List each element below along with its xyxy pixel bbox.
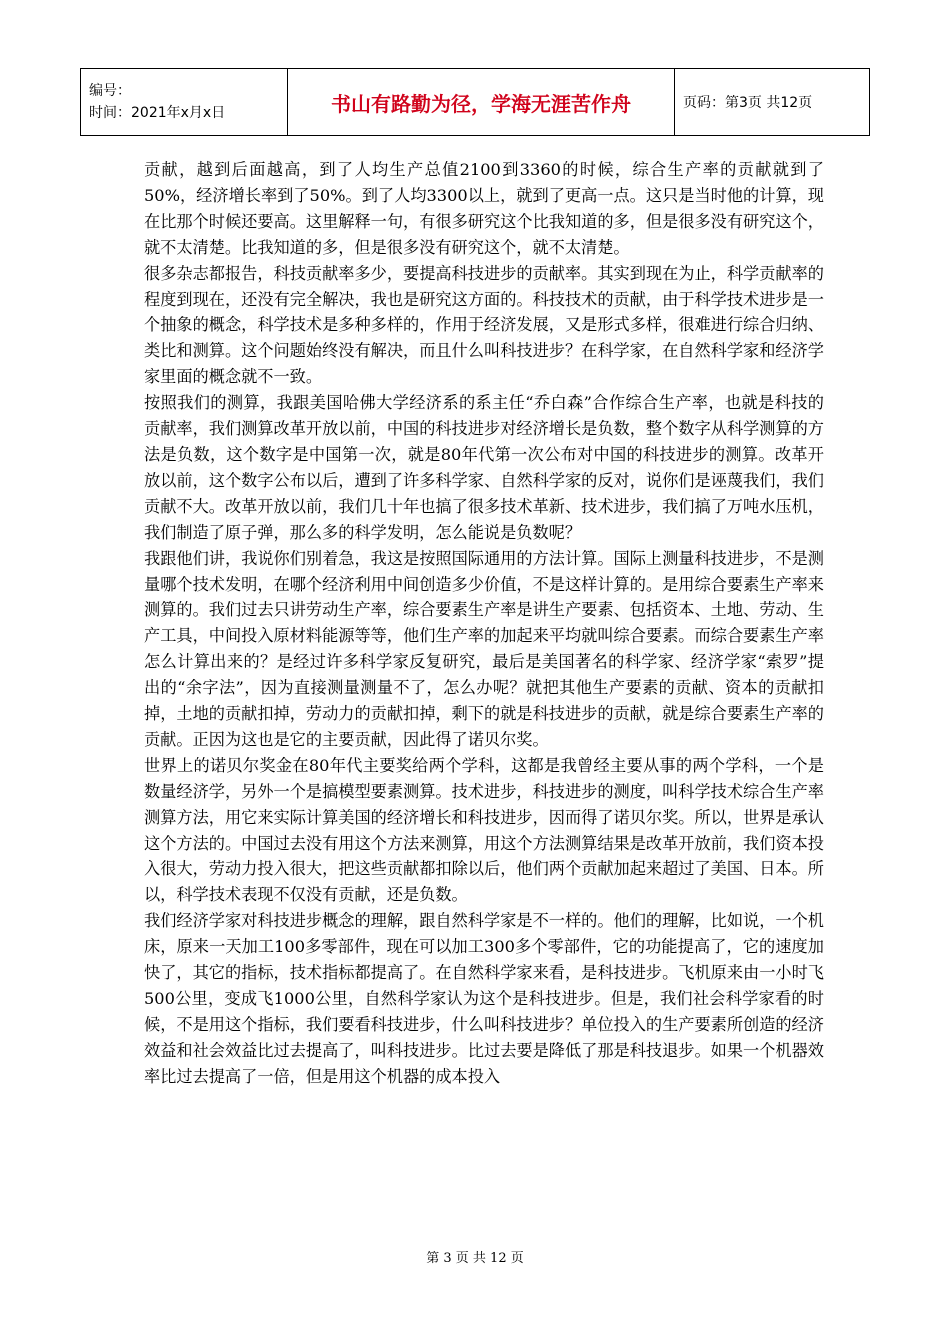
paragraph: 按照我们的测算，我跟美国哈佛大学经济系的系主任“乔白森”合作综合生产率，也就是科技的贡献率，我们测算改革开放以前，中国的科技进步对经济增长是负数，整个数字从科学测算的方法是负数，这个数字是中国第一次，就是80年代第一次公布对中国的科技进步的测算。改革开放以前，这个数字公布以后，遭到了许多科学家、自然科学家的反对，说你们是诬蔑我们，我们贡献不大。改革开放以前，我们几十年也搞了很多技术革新、技术进步，我们搞了万吨水压机，我们制造了原子弹，那么多的科学发明，怎么能说是负数呢？: [144, 393, 824, 542]
paragraph: 我们经济学家对科技进步概念的理解，跟自然科学家是不一样的。他们的理解，比如说，一个机床，原来一天加工100多零部件，现在可以加工300多个零部件，它的功能提高了，它的速度加快了，其它的指标，技术指标都提高了。在自然科学家来看，是科技进步。飞机原来由一小时飞500公里，变成飞1000公里，自然科学家认为这个是科技进步。但是，我们社会科学家看的时候，不是用这个指标，我们要看科技进步，什么叫科技进步？单位投入的生产要素所创造的经济效益和社会效益比过去提高了，叫科技进步。比过去要是降低了那是科技退步。如果一个机器效率比过去提高了一倍，但是用这个机器的成本投入: [144, 911, 824, 1086]
paragraph: 很多杂志都报告，科技贡献率多少，要提高科技进步的贡献率。其实到现在为止，科学贡献率的程度到现在，还没有完全解决，我也是研究这方面的。科技技术的贡献，由于科学技术进步是一个抽象的概念，科学技术是多种多样的，作用于经济发展，又是形式多样，很难进行综合归纳、类比和测算。这个问题始终没有解决，而且什么叫科技进步？在科学家，在自然科学家和经济学家里面的概念就不一致。: [144, 263, 824, 387]
paragraph: 我跟他们讲，我说你们别着急，我这是按照国际通用的方法计算。国际上测量科技进步，不是测量哪个技术发明，在哪个经济利用中间创造多少价值，不是这样计算的。是用综合要素生产率来测算的。我们过去只讲劳动生产率，综合要素生产率是讲生产要素、包括资本、土地、劳动、生产工具，中间投入原材料能源等等，他们生产率的加起来平均就叫综合要素。而综合要素生产率怎么计算出来的？是经过许多科学家反复研究，最后是美国著名的科学家、经济学家“索罗”提出的“余字法”，因为直接测量测量不了，怎么办呢？就把其他生产要素的贡献、资本的贡献扣掉，土地的贡献扣掉，劳动力的贡献扣掉，剩下的就是科技进步的贡献，就是综合要素生产率的贡献。正因为这也是它的主要贡献，因此得了诺贝尔奖。: [144, 548, 824, 749]
paragraph: 贡献，越到后面越高，到了人均生产总值2100到3360的时候，综合生产率的贡献就到了50%，经济增长率到了50%。到了人均3300以上，就到了更高一点。这只是当时他的计算，现在比那个时候还要高。这里解释一句，有很多研究这个比我知道的多，但是很多没有研究这个，就不太清楚。比我知道的多，但是很多没有研究这个，就不太清楚。: [144, 160, 824, 257]
page-footer: 第 3 页 共 12 页: [426, 1251, 524, 1266]
document-body: [144, 157, 824, 1090]
header-table: [80, 68, 870, 136]
document-time-label: 时间：2021年x月x日: [89, 105, 226, 121]
paragraph: 世界上的诺贝尔奖金在80年代主要奖给两个学科，这都是我曾经主要从事的两个学科，一个是数量经济学，另外一个是搞模型要素测算。技术进步，科技进步的测度，叫科学技术综合生产率测算方法，用它来实际计算美国的经济增长和科技进步，因而得了诺贝尔奖。所以，世界是承认这个方法的。中国过去没有用这个方法来测算，用这个方法测算结果是改革开放前，我们资本投入很大，劳动力投入很大，把这些贡献都扣除以后，他们两个贡献加起来超过了美国、日本。所以，科学技术表现不仅没有贡献，还是负数。: [144, 755, 824, 905]
header-page-info: 页码：第3页 共12页: [675, 69, 870, 136]
document-number-label: 编号：: [89, 83, 131, 99]
header-meta-cell: [81, 69, 288, 136]
header-motto: 书山有路勤为径，学海无涯苦作舟: [288, 69, 675, 136]
